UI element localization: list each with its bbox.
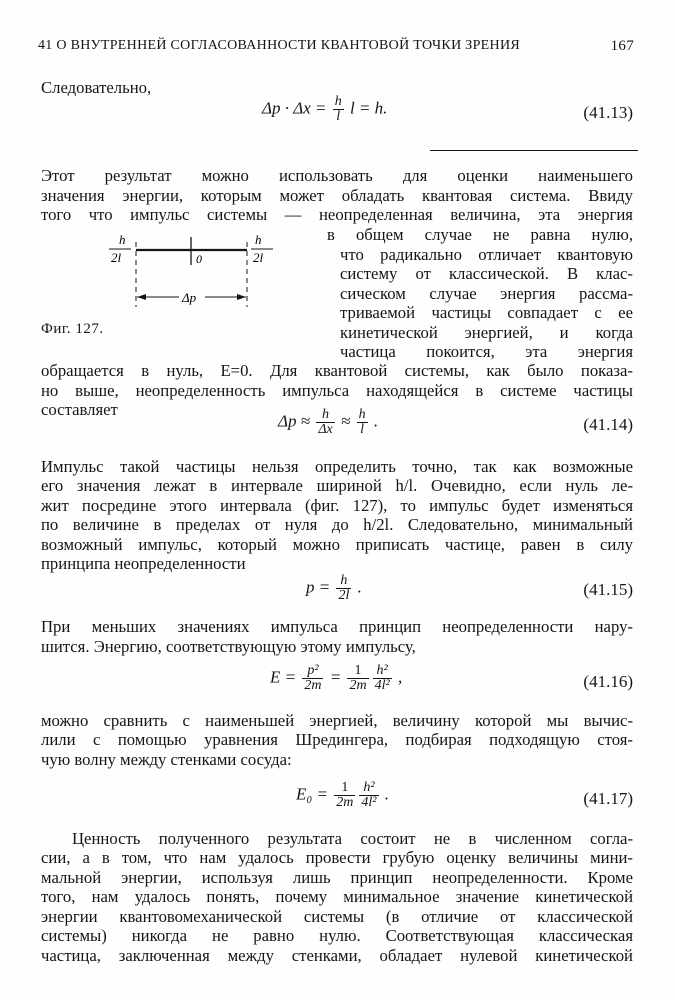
paragraph-line: значения энергии, которым может обладать квантовая система. Ввиду bbox=[41, 186, 633, 205]
figure-right-numerator: h bbox=[255, 232, 262, 247]
page-number: 167 bbox=[610, 38, 634, 54]
equation-41-15: p = $\frac{h}{2l}$ . bbox=[306, 573, 362, 603]
paragraph-line: составляет bbox=[41, 400, 118, 419]
paragraph-line: частица, заключенная между стенками, обладает нулевой кинетической bbox=[41, 946, 633, 965]
paragraph-line: обращается в нуль, E=0. Для квантовой системы, как было показа- bbox=[41, 361, 633, 380]
paragraph-line: по величине в пределах от нуля до h/2l. Следовательно, минимальный bbox=[41, 515, 633, 534]
equation-41-14: Δp ≈ $\frac{h}{\Delta x}$ ≈ $\frac{h}{l}$ . bbox=[278, 407, 379, 437]
paragraph-line: Импульс такой частицы нельзя определить точно, так как возможные bbox=[41, 457, 633, 476]
paragraph-line: шится. Энергию, соответствующую этому импульсу, bbox=[41, 637, 416, 656]
equation-41-17: E₀ = $\frac{1}{2m}$ $\frac{\text{h²}}{\text{4l²}}$ . bbox=[296, 780, 389, 810]
figure-127-diagram bbox=[105, 232, 285, 312]
paragraph-line: того, нам удалось понять, почему минимальное значение кинетической bbox=[41, 887, 633, 906]
paragraph-line: что радикально отличает квантовую bbox=[340, 245, 633, 264]
equation-41-16: E = $\frac{\text{p²}}{2m}$ = $\frac{1}{2m}$ $\frac{\text{h²}}{\text{4l²}}$ , bbox=[270, 663, 403, 693]
paragraph-line: в общем случае не равна нулю, bbox=[327, 225, 633, 244]
arrowhead-left-icon bbox=[137, 294, 146, 300]
paragraph-line: чую волну между стенками сосуда: bbox=[41, 750, 292, 769]
paragraph-line: сическом случае энергия рассма- bbox=[340, 284, 633, 303]
equation-number-41-14: (41.14) bbox=[583, 415, 633, 434]
paragraph-line: энергии квантовомеханической системы (в отличие от классической bbox=[41, 907, 633, 926]
equation-number-41-13: (41.13) bbox=[583, 103, 633, 122]
paragraph-line: систему от классической. В клас- bbox=[340, 264, 633, 283]
figure-span-label: Δp bbox=[182, 290, 197, 305]
figure-left-numerator: h bbox=[119, 232, 126, 247]
figure-caption: Фиг. 127. bbox=[41, 321, 104, 337]
paragraph-line: можно сравнить с наименьшей энергией, величину которой мы вычис- bbox=[41, 711, 633, 730]
paragraph-line: сии, а в том, что нам удалось провести грубую оценку величины мини- bbox=[41, 848, 633, 867]
paragraph-line: Ценность полученного результата состоит не в численном согла- bbox=[72, 829, 633, 848]
paragraph-line: При меньших значениях импульса принцип неопределенности нару- bbox=[41, 617, 633, 636]
paragraph-line: того что импульс системы — неопределенная величина, эта энергия bbox=[41, 205, 633, 224]
intro-text: Следовательно, bbox=[41, 78, 152, 97]
figure-center-label: 0 bbox=[196, 252, 202, 266]
equation-number-41-15: (41.15) bbox=[583, 580, 633, 599]
paragraph-line: мальной энергии, используя лишь принцип неопределенности. Кроме bbox=[41, 868, 633, 887]
paragraph-line: кинетической энергией, и когда bbox=[340, 323, 633, 342]
figure-right-denominator: 2l bbox=[253, 250, 264, 265]
equation-number-41-17: (41.17) bbox=[583, 789, 633, 808]
running-header bbox=[38, 38, 634, 54]
arrowhead-right-icon bbox=[237, 294, 246, 300]
paragraph-line: возможный импульс, который можно приписать частице, равен в силу bbox=[41, 535, 633, 554]
paragraph-line: принципа неопределенности bbox=[41, 554, 246, 573]
chapter-title: 41 О ВНУТРЕННЕЙ СОГЛАСОВАННОСТИ КВАНТОВОЙ ТОЧКИ ЗРЕНИЯ bbox=[38, 38, 520, 53]
paragraph-line: его значения лежат в интервале шириной h/l. Очевидно, если нуль ле- bbox=[41, 476, 633, 495]
equation-number-41-16: (41.16) bbox=[583, 672, 633, 691]
figure-left-denominator: 2l bbox=[111, 250, 122, 265]
paragraph-line: триваемой частицы совпадает с ее bbox=[340, 303, 633, 322]
paragraph-line: Этот результат можно использовать для оценки наименьшего bbox=[41, 166, 633, 185]
paragraph-line: жит посредине этого интервала (фиг. 127), то импульс будет изменяться bbox=[41, 496, 633, 515]
paragraph-line: частица покоится, эта энергия bbox=[340, 342, 633, 361]
separator-rule bbox=[430, 150, 638, 151]
paragraph-line: но выше, неопределенность импульса находящейся в системе частицы bbox=[41, 381, 633, 400]
paragraph-line: лили с помощью уравнения Шредингера, подбирая подходящую стоя- bbox=[41, 730, 633, 749]
paragraph-line: системы) никогда не равно нулю. Соответствующая классическая bbox=[41, 926, 633, 945]
equation-41-13: Δp · Δx = $\frac{h}{l}$ l = h. bbox=[262, 94, 388, 124]
